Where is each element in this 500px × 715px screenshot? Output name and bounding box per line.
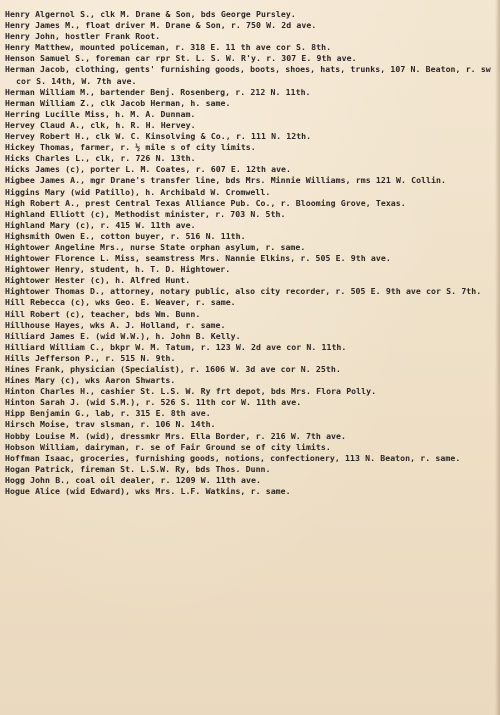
directory-entry: Hogg John B., coal oil dealer, r. 1209 W. 11th ave. (5, 474, 261, 485)
directory-entry: Highland Mary (c), r. 415 W. 11th ave. (5, 219, 196, 230)
directory-entry: Hervey Robert H., clk W. C. Kinsolving & Co., r. 111 N. 12th. (5, 131, 312, 142)
directory-entry: Herman William M., bartender Benj. Rosenberg, r. 212 N. 11th. (5, 86, 311, 97)
directory-entry: Henry John, hostler Frank Root. (5, 31, 161, 42)
directory-entry: Hills Jefferson P., r. 515 N. 9th. (5, 352, 176, 363)
directory-entry: Hines Mary (c), wks Aaron Shwarts. (5, 375, 176, 386)
directory-entry: Henry Algernol S., clk M. Drane & Son, bds George Pursley. (5, 9, 296, 19)
directory-entry: Hines Frank, physician (Specialist), r. 1606 W. 3d ave cor N. 25th. (5, 364, 341, 374)
directory-entry: Hickey Thomas, farmer, r. ½ mile s of city limits. (5, 142, 256, 153)
directory-entry: Hogan Patrick, fireman St. L.S.W. Ry, bds Thos. Dunn. (5, 463, 271, 474)
directory-entry: Henry Matthew, mounted policeman, r. 318 E. 11 th ave cor S. 8th. (5, 42, 332, 53)
directory-entry: Hightower Henry, student, h. T. D. Hightower. (5, 264, 231, 275)
directory-entry: Hobby Louise M. (wid), dressmkr Mrs. Ella Border, r. 216 W. 7th ave. (5, 430, 346, 441)
directory-entry: Hillhouse Hayes, wks A. J. Holland, r. same. (5, 319, 226, 330)
directory-entry: Hinton Sarah J. (wid S.M.), r. 526 S. 11th cor W. 11th ave. (5, 397, 302, 408)
directory-entry: Henson Samuel S., foreman car rpr St. L. S. W. R'y. r. 307 E. 9th ave. (5, 53, 357, 64)
directory-entry: Hill Rebecca (c), wks Geo. E. Weaver, r. same. (5, 297, 236, 308)
directory-entry: Hogue Alice (wid Edward), wks Mrs. L.F. Watkins, r. same. (5, 486, 291, 497)
directory-entry: Highland Elliott (c), Methodist minister, r. 703 N. 5th. (5, 208, 286, 219)
directory-entry: Hightower Hester (c), h. Alfred Hunt. (5, 275, 191, 286)
directory-entry: Hightower Angeline Mrs., nurse State orphan asylum, r. same. (5, 241, 306, 252)
directory-entry: Hirsch Moise, trav slsman, r. 106 N. 14th. (5, 419, 216, 430)
directory-entry: Hervey Claud A., clk, h. R. H. Hervey. (5, 119, 196, 130)
directory-entry: Hightower Thomas D., attorney, notary public, also city recorder, r. 505 E. 9th ave cor S. 7th. (5, 286, 482, 297)
directory-entry: Higbee James A., mgr Drane's transfer line, bds Mrs. Minnie Williams, rms 121 W. Collin. (5, 175, 446, 186)
directory-entry: Hobson William, dairyman, r. se of Fair Ground se of city limits. (5, 441, 331, 452)
directory-entry: Hill Robert (c), teacher, bds Wm. Bunn. (5, 308, 201, 319)
directory-entry: Hinton Charles H., cashier St. L.S. W. Ry frt depot, bds Mrs. Flora Polly. (5, 386, 377, 397)
directory-entry: Higgins Mary (wid Patillo), h. Archibald W. Cromwell. (5, 186, 271, 197)
directory-entry: Hicks Charles L., clk, r. 726 N. 13th. (5, 153, 196, 164)
directory-entry: Hilliard James E. (wid W.W.), h. John B. Kelly. (5, 330, 241, 341)
directory-entry: High Robert A., prest Central Texas Alliance Pub. Co., r. Blooming Grove, Texas. (5, 197, 406, 208)
directory-entry: Herman Jacob, clothing, gents' furnishing goods, boots, shoes, hats, trunks, 107 N. Beaton, r. sw cor S. 14th, W. 7th ave. (5, 64, 491, 86)
directory-entry: Hipp Benjamin G., lab, r. 315 E. 8th ave. (5, 408, 211, 419)
directory-entry: Hicks James (c), porter L. M. Coates, r. 607 E. 12th ave. (5, 164, 292, 175)
directory-entry: Herring Lucille Miss, h. M. A. Dunnam. (5, 108, 196, 119)
directory-entry: Hoffman Isaac, groceries, furnishing goods, notions, confectionery, 113 N. Beaton, r. same. (5, 452, 461, 463)
directory-entries (5, 9, 497, 497)
directory-entry: Hilliard William C., bkpr W. M. Tatum, r. 123 W. 2d ave cor N. 11th. (5, 341, 347, 352)
directory-entry: Henry James M., float driver M. Drane & Son, r. 750 W. 2d ave. (5, 20, 317, 31)
directory-entry: Highsmith Owen E., cotton buyer, r. 516 N. 11th. (5, 230, 246, 241)
directory-entry: Hightower Florence L. Miss, seamstress Mrs. Nannie Elkins, r. 505 E. 9th ave. (5, 253, 391, 264)
directory-entry: Herman William Z., clk Jacob Herman, h. same. (5, 97, 231, 108)
